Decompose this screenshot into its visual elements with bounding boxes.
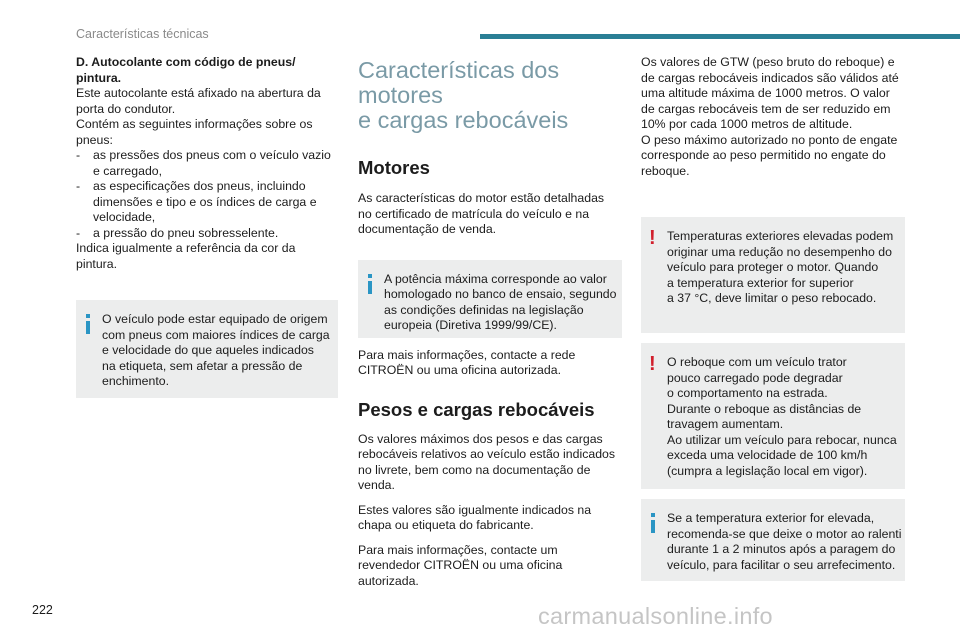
text-line: as especificações dos pneus, incluindo (93, 179, 306, 193)
text-line: A potência máxima corresponde ao valor (384, 271, 607, 286)
title-line: e cargas rebocáveis (358, 107, 569, 133)
title-line: Características dos motores (358, 57, 560, 108)
text-line: Os valores de GTW (peso bruto do reboque) e (641, 55, 895, 69)
text-line: enchimento. (102, 374, 169, 388)
info-icon (86, 314, 90, 334)
warning-box-temperature (641, 217, 905, 333)
warning-box-towing (641, 343, 905, 489)
text-line: recomenda-se que deixe o motor ao ralenti (667, 526, 902, 541)
column-3 (641, 55, 905, 581)
text-line: venda. (358, 478, 395, 492)
info-icon (368, 274, 372, 294)
text-line: exceda uma velocidade de 100 km/h (667, 448, 868, 462)
section-title (358, 58, 622, 133)
text-line: na etiqueta, sem afetar a pressão de (102, 358, 303, 373)
text-line: no certificado de matrícula do veículo e na (358, 206, 590, 221)
text-line: a temperatura exterior for superior (667, 275, 854, 290)
bullet-dash: - (76, 179, 81, 193)
sticker-intro (76, 86, 338, 148)
page-number: 222 (32, 603, 53, 617)
text-line: Durante o reboque as distâncias de (667, 401, 862, 416)
column-2 (358, 55, 622, 589)
text-line: Ao utilizar um veículo para rebocar, nunca (667, 432, 897, 447)
pesos-paragraph (358, 432, 622, 494)
text-line: as condições definidas na legislação (384, 302, 584, 317)
text-line: O peso máximo autorizado no ponto de engate (641, 132, 898, 147)
running-header: Características técnicas (76, 27, 209, 41)
text-line: autorizada. (358, 573, 419, 588)
text-line: a 37 °C, deve limitar o peso rebocado. (667, 291, 877, 305)
bullet-item (76, 226, 338, 242)
text-line: Estes valores são igualmente indicados na (358, 502, 592, 517)
text-line: originar uma redução no desempenho do (667, 244, 892, 259)
text-line: homologado no banco de ensaio, segundo (384, 287, 617, 301)
text-line: pouco carregado pode degradar (667, 370, 843, 385)
text-line: CITROËN ou uma oficina autorizada. (358, 363, 561, 377)
text-line: e carregado, (93, 163, 163, 178)
heading-motores: Motores (358, 157, 430, 178)
text-line: Temperaturas exteriores elevadas podem (667, 229, 894, 243)
contact2-paragraph (358, 543, 622, 590)
heading-pesos: Pesos e cargas rebocáveis (358, 398, 595, 420)
text-line: Indica igualmente a referência da cor da (76, 241, 296, 255)
text-line: Para mais informações, contacte um (358, 542, 558, 557)
text-line: 10% por cada 1000 metros de altitude. (641, 117, 853, 131)
info-box-tyres (76, 300, 338, 398)
text-line: de cargas rebocáveis tem de ser reduzido em (641, 101, 891, 116)
heading-line: D. Autocolante com código de pneus/ (76, 55, 296, 69)
warning-icon: ! (649, 227, 656, 249)
bullet-item (76, 148, 338, 179)
text-line: veículo, para facilitar o seu arrefecimento. (667, 557, 896, 572)
text-line: (cumpra a legislação local em vigor). (667, 463, 868, 478)
text-line: O reboque com um veículo trator (667, 355, 847, 369)
text-line: Para mais informações, contacte a rede (358, 347, 576, 362)
chapa-paragraph (358, 503, 622, 534)
text-line: Os valores máximos dos pesos e das cargas (358, 431, 603, 446)
text-line: As características do motor estão detalhadas (358, 191, 605, 205)
text-line: de cargas rebocáveis indicados são válidos até (641, 70, 899, 85)
text-line: no livrete, bem como na documentação de (358, 462, 591, 477)
text-line: rebocáveis relativos ao veículo estão indicados (358, 447, 616, 461)
text-line: veículo para proteger o motor. Quando (667, 260, 879, 274)
bullet-item (76, 179, 338, 226)
text-line: reboque. (641, 163, 690, 178)
text-line: Se a temperatura exterior for elevada, (667, 511, 875, 525)
info-box-cooling (641, 499, 905, 581)
bullet-dash: - (76, 225, 81, 240)
text-line: as pressões dos pneus com o veículo vazio (93, 148, 331, 162)
text-line: O veículo pode estar equipado de origem (102, 312, 328, 326)
text-line: corresponde ao peso permitido no engate do (641, 148, 886, 162)
sticker-outro (76, 241, 338, 272)
info-box-power (358, 260, 622, 338)
text-line: e velocidade do que aqueles indicados (102, 343, 314, 357)
text-line: pintura. (76, 256, 118, 271)
warning-icon: ! (649, 353, 656, 375)
bullet-dash: - (76, 148, 81, 162)
text-line: dimensões e tipo e os índices de carga e (93, 194, 317, 209)
text-line: Contém as seguintes informações sobre os (76, 117, 313, 131)
text-line: com pneus com maiores índices de carga (102, 327, 330, 342)
text-line: documentação de venda. (358, 222, 497, 236)
text-line: revendedor CITROËN ou uma oficina (358, 558, 563, 572)
text-line: o comportamento na estrada. (667, 386, 828, 400)
text-line: Este autocolante está afixado na abertura da (76, 86, 321, 100)
text-line: pneus: (76, 132, 113, 147)
info-icon (651, 513, 655, 533)
text-line: porta do condutor. (76, 101, 176, 116)
motores-paragraph (358, 191, 622, 238)
text-line: velocidade, (93, 210, 156, 224)
watermark: carmanualsonline.info (538, 603, 773, 629)
sticker-heading (76, 55, 338, 86)
gtw-paragraph (641, 55, 905, 179)
header-accent-bar (480, 34, 960, 39)
text-line: chapa ou etiqueta do fabricante. (358, 518, 534, 532)
text-line: a pressão do pneu sobresselente. (93, 225, 279, 240)
column-1 (76, 55, 338, 398)
heading-line: pintura. (76, 70, 122, 85)
text-line: travagem aumentam. (667, 417, 784, 431)
contact-paragraph (358, 348, 622, 379)
text-line: uma altitude máxima de 1000 metros. O valor (641, 86, 890, 100)
text-line: durante 1 a 2 minutos após a paragem do (667, 542, 896, 556)
text-line: europeia (Diretiva 1999/99/CE). (384, 318, 557, 332)
